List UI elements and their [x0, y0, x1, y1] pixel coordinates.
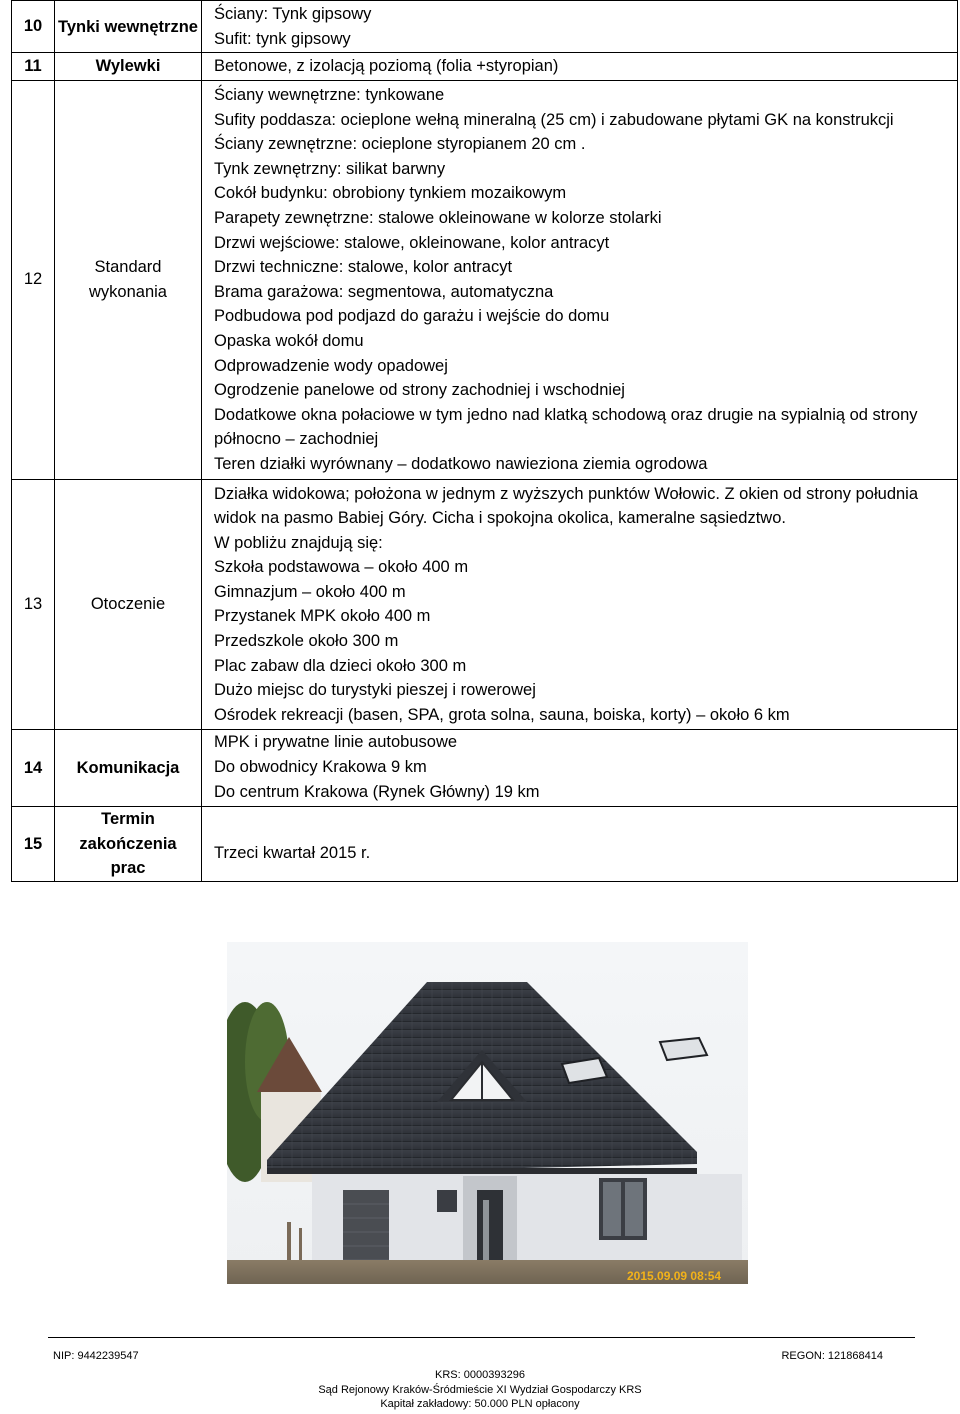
value-line: Do centrum Krakowa (Rynek Główny) 19 km	[214, 782, 540, 801]
value-line: Tynk zewnętrzny: silikat barwny	[214, 159, 446, 178]
table-row	[12, 479, 958, 730]
footer-nip: NIP: 9442239547	[53, 1350, 139, 1362]
photo-timestamp: 2015.09.09 08:54	[627, 1269, 722, 1283]
row-number: 13	[12, 479, 55, 730]
value-line: Do obwodnicy Krakowa 9 km	[214, 758, 427, 777]
house-photo-drawing	[227, 942, 748, 1284]
row-label: Termin zakończenia prac	[55, 807, 202, 882]
row-value	[202, 479, 958, 730]
row-number: 14	[12, 730, 55, 807]
table-row	[12, 81, 958, 480]
value-line: Dużo miejsc do turystyki pieszej i rowerowej	[214, 681, 536, 700]
value-line: Sufit: tynk gipsowy	[214, 29, 351, 48]
value-line: Ośrodek rekreacji (basen, SPA, grota solna, sauna, boiska, korty) – około 6 km	[214, 705, 790, 724]
value-line: Przystanek MPK około 400 m	[214, 607, 431, 626]
value-line: Działka widokowa; położona w jednym z wyższych punktów Wołowic. Z okien od strony południa widok na pasmo Babiej Góry. Cicha i spokojna okolica, kameralne sąsiedztwo.	[214, 484, 919, 528]
row-value	[202, 81, 958, 480]
row-value	[202, 53, 958, 81]
value-line: Opaska wokół domu	[214, 331, 364, 350]
value-line: Szkoła podstawowa – około 400 m	[214, 558, 469, 577]
table-row	[12, 807, 958, 882]
row-number: 12	[12, 81, 55, 480]
door-glass	[483, 1200, 489, 1260]
value-line: Odprowadzenie wody opadowej	[214, 356, 448, 375]
footer-company-info	[0, 1368, 960, 1412]
gutter	[267, 1168, 697, 1174]
row-label: Wylewki	[55, 53, 202, 81]
value-line: W pobliżu znajdują się:	[214, 533, 383, 552]
row-value	[202, 730, 958, 807]
table-row	[12, 53, 958, 81]
value-line: Betonowe, z izolacją poziomą (folia +styropian)	[214, 57, 559, 76]
footer-divider	[48, 1337, 915, 1338]
entrance-door	[477, 1190, 503, 1272]
row-label: Standard wykonania	[55, 81, 202, 480]
row-label: Komunikacja	[55, 730, 202, 807]
skylight	[660, 1038, 707, 1060]
value-line: Trzeci kwartał 2015 r.	[214, 843, 371, 862]
value-line: Gimnazjum – około 400 m	[214, 582, 406, 601]
value-line: Ściany: Tynk gipsowy	[214, 4, 372, 23]
table-row	[12, 1, 958, 53]
row-label: Otoczenie	[55, 479, 202, 730]
value-line: Ogrodzenie panelowe od strony zachodniej i wschodniej	[214, 381, 625, 400]
footer-regon: REGON: 121868414	[781, 1350, 883, 1362]
row-number: 15	[12, 807, 55, 882]
small-window	[437, 1190, 457, 1212]
table-row	[12, 730, 958, 807]
value-line: Brama garażowa: segmentowa, automatyczna	[214, 282, 554, 301]
value-line: Drzwi techniczne: stalowe, kolor antracyt	[214, 258, 513, 277]
row-number: 11	[12, 53, 55, 81]
value-line: Przedszkole około 300 m	[214, 632, 399, 651]
value-line: Dodatkowe okna połaciowe w tym jedno nad klatką schodową oraz drugie na sypialnią od strony północno – zachodniej	[214, 405, 918, 449]
value-line: Parapety zewnętrzne: stalowe okleinowane w kolorze stolarki	[214, 208, 662, 227]
row-value	[202, 807, 958, 882]
value-line: Ściany zewnętrzne: ocieplone styropianem 20 cm .	[214, 135, 586, 154]
value-line: Ściany wewnętrzne: tynkowane	[214, 86, 445, 104]
value-line: Podbudowa pod podjazd do garażu i wejście do domu	[214, 307, 610, 326]
row-number: 10	[12, 1, 55, 53]
value-line: Sufity poddasza: ocieplone wełną mineralną (25 cm) i zabudowane płytami GK na konstrukcji	[214, 110, 894, 129]
value-line: Plac zabaw dla dzieci około 300 m	[214, 656, 467, 675]
house-photo	[227, 942, 748, 1284]
row-value	[202, 1, 958, 53]
footer-capital: Kapitał zakładowy: 50.000 PLN opłacony	[380, 1398, 580, 1410]
footer-court: Sąd Rejonowy Kraków-Śródmieście XI Wydział Gospodarczy KRS	[318, 1383, 642, 1396]
value-line: Teren działki wyrównany – dodatkowo nawieziona ziemia ogrodowa	[214, 454, 708, 473]
value-line: Cokół budynku: obrobiony tynkiem mozaikowym	[214, 184, 567, 203]
value-line: Drzwi wejściowe: stalowe, okleinowane, kolor antracyt	[214, 233, 610, 252]
footer-krs: KRS: 0000393296	[435, 1369, 525, 1381]
spec-table	[11, 0, 958, 882]
row-label: Tynki wewnętrzne	[55, 1, 202, 53]
value-line: MPK i prywatne linie autobusowe	[214, 733, 458, 752]
